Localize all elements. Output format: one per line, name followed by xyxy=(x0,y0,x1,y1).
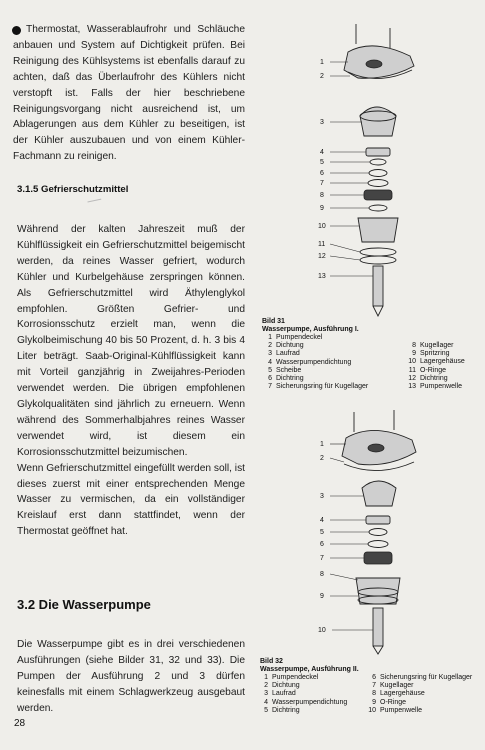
callout-3: 3 xyxy=(320,119,324,126)
callout-5: 5 xyxy=(320,159,324,166)
legend-item: 1 Pumpendeckel xyxy=(268,334,323,341)
legend-item: 8 Kugellager xyxy=(412,342,454,349)
seal-ring xyxy=(369,170,387,177)
callout-2: 2 xyxy=(320,455,324,462)
callout-12: 12 xyxy=(318,253,326,260)
impeller xyxy=(362,481,396,506)
section-heading-32: 3.2 Die Wasserpumpe xyxy=(17,597,151,612)
legend-item: 2 Dichtung xyxy=(264,682,300,690)
section-315-paragraph-2: Wenn Gefrierschutzmittel eingefüllt werden soll, ist dieses zuerst mit einer entsprechenden Menge Wasser zu vermischen, da ein vollständiger Kreislauf erst dann stattfindet, wenn der Thermostat geöffnet hat. xyxy=(17,462,245,538)
legend-item: 3 Laufrad xyxy=(264,690,296,698)
legend-item: 9 Spritzring xyxy=(412,350,450,358)
section-32-paragraph: Die Wasserpumpe gibt es in drei verschiedenen Ausführungen (siehe Bilder 31, 32 und 33). Die Pumpen der Ausführung 2 und 3 dürfen keinesfalls mit einem Schlagwerkzeug ausgebaut werden. xyxy=(17,639,245,714)
legend-item: 5 Dichtring xyxy=(264,706,300,714)
figure-32-illustration xyxy=(318,408,438,656)
callout-10: 10 xyxy=(318,627,326,634)
bearing-housing xyxy=(358,218,398,242)
leader-line xyxy=(330,256,360,260)
legend-item: 11 O-Ringe xyxy=(408,366,447,374)
legend-item: 5 Scheibe xyxy=(268,366,302,374)
callout-10: 10 xyxy=(318,223,326,230)
legend-item: 13 Pumpenwelle xyxy=(408,383,463,391)
o-ring xyxy=(360,256,396,264)
figure-32-caption xyxy=(260,658,359,675)
callout-9: 9 xyxy=(320,205,324,212)
seal-ring xyxy=(369,529,387,536)
figure-31-title: Wasserpumpe, Ausführung I. xyxy=(262,326,359,334)
leader-line xyxy=(330,574,358,580)
legend-item: 9 O-Ringe xyxy=(372,698,407,706)
circlip xyxy=(368,180,388,187)
legend-item: 7 Kugellager xyxy=(372,682,414,690)
spray-ring xyxy=(369,205,387,211)
callout-2: 2 xyxy=(320,73,324,80)
page-number: 28 xyxy=(14,718,26,729)
pump-cover-hub xyxy=(366,60,382,68)
figure-32-legend-left xyxy=(258,674,347,715)
figure-31-label: Bild 31 xyxy=(262,318,285,325)
callout-4: 4 xyxy=(320,149,324,156)
bearing-housing xyxy=(356,578,400,604)
ball-bearing xyxy=(364,552,392,564)
section-heading-315: 3.1.5 Gefrierschutzmittel xyxy=(17,184,129,195)
pump-shaft xyxy=(373,608,383,646)
figure-32-label: Bild 32 xyxy=(260,658,283,665)
intro-paragraph-block xyxy=(13,22,245,165)
legend-item: 12 Dichtring xyxy=(408,374,448,382)
figure-32-title: Wasserpumpe, Ausführung II. xyxy=(260,666,359,674)
callout-1: 1 xyxy=(320,441,324,448)
callout-13: 13 xyxy=(318,273,326,280)
legend-item: 4 Wasserpumpendichtung xyxy=(268,358,352,366)
leader-line xyxy=(330,458,344,462)
water-pump-seal xyxy=(366,516,390,524)
ball-bearing xyxy=(364,190,392,200)
legend-item: 7 Sicherungsring für Kugellager xyxy=(268,383,369,391)
pump-shaft-tip xyxy=(373,646,383,654)
legend-item: 6 Sicherungsring für Kugellager xyxy=(372,674,473,681)
figure-31-illustration xyxy=(318,20,438,320)
intro-paragraph: Thermostat, Wasserablaufrohr und Schläuche anbauen und System auf Dichtigkeit prüfen. Bei Reinigung des Kühlsystems ist ebenfalls darauf zu achten, daß das Überlaufrohr des Kühlers nicht verstopft ist. Falls der hier beschriebene Reinigungsvorgang nicht ausreichend ist, um Ablagerungen aus dem Kühler zu beseitigen, ist der Kühler auszubauen und von einem Kühler-Fachmann zu reinigen. xyxy=(13,24,245,163)
figure-32-legend-right xyxy=(366,674,472,715)
callout-7: 7 xyxy=(320,555,324,562)
section-315-paragraph-1: Während der kalten Jahreszeit muß der Kühlflüssigkeit ein Gefrierschutzmittel beigemischt werden, da reines Wasser gefriert, wodurch Kühler und Kurbelgehäuse zerspringen können. Als Gefrierschutzmittel wird Äthylenglykol empfohlen. Größten Gefrier- und Korrosionsschutz erzielt man, wenn die Glykolbeimischung 40 bis 50 Prozent, d. h. 3 bis 4 Liter beträgt. Saab-Original-Kühlflüssigkeit kann mit Vorteil ganzjährig in Zweijahres-Perioden verwendet werden. Die übrigen empfohlenen Glykolqualitäten sind jährlich zu erneuern. Wenn während des Sommerhalbjahres reines Wasser verwendet wird, ist diesem ein Korrosionsschutzmittel beizumischen. xyxy=(17,224,245,458)
legend-item: 8 Lagergehäuse xyxy=(372,690,425,698)
legend-item: 2 Dichtung xyxy=(268,342,304,350)
callout-8: 8 xyxy=(320,192,324,199)
legend-item: 10 Pumpenwelle xyxy=(368,706,423,714)
pump-shaft-tip xyxy=(373,306,383,316)
print-smudge xyxy=(87,199,102,209)
circlip xyxy=(368,541,388,548)
callout-9: 9 xyxy=(320,593,324,600)
callout-6: 6 xyxy=(320,541,324,548)
legend-item: 1 Pumpendeckel xyxy=(264,674,319,681)
legend-item: 10 Lagergehäuse xyxy=(408,358,465,366)
legend-item: 6 Dichtring xyxy=(268,375,304,383)
pump-cover-hub xyxy=(368,444,384,452)
water-pump-seal xyxy=(366,148,390,156)
legend-item: 3 Laufrad xyxy=(268,350,300,358)
o-ring xyxy=(360,248,396,256)
callout-3: 3 xyxy=(320,493,324,500)
callout-6: 6 xyxy=(320,170,324,177)
figure-31-legend-right xyxy=(406,342,465,391)
callout-1: 1 xyxy=(320,59,324,66)
bullet-icon xyxy=(12,26,21,35)
leader-line xyxy=(330,244,360,252)
callout-5: 5 xyxy=(320,529,324,536)
section-32-body xyxy=(17,637,245,717)
legend-item: 4 Wasserpumpendichtung xyxy=(264,698,348,706)
section-315-body xyxy=(17,222,245,540)
figure-31-caption xyxy=(262,318,359,335)
callout-7: 7 xyxy=(320,180,324,187)
callout-8: 8 xyxy=(320,571,324,578)
pump-shaft xyxy=(373,266,383,306)
figure-31-legend-left xyxy=(262,334,368,391)
washer xyxy=(370,159,386,165)
callout-4: 4 xyxy=(320,517,324,524)
callout-11: 11 xyxy=(318,241,326,248)
